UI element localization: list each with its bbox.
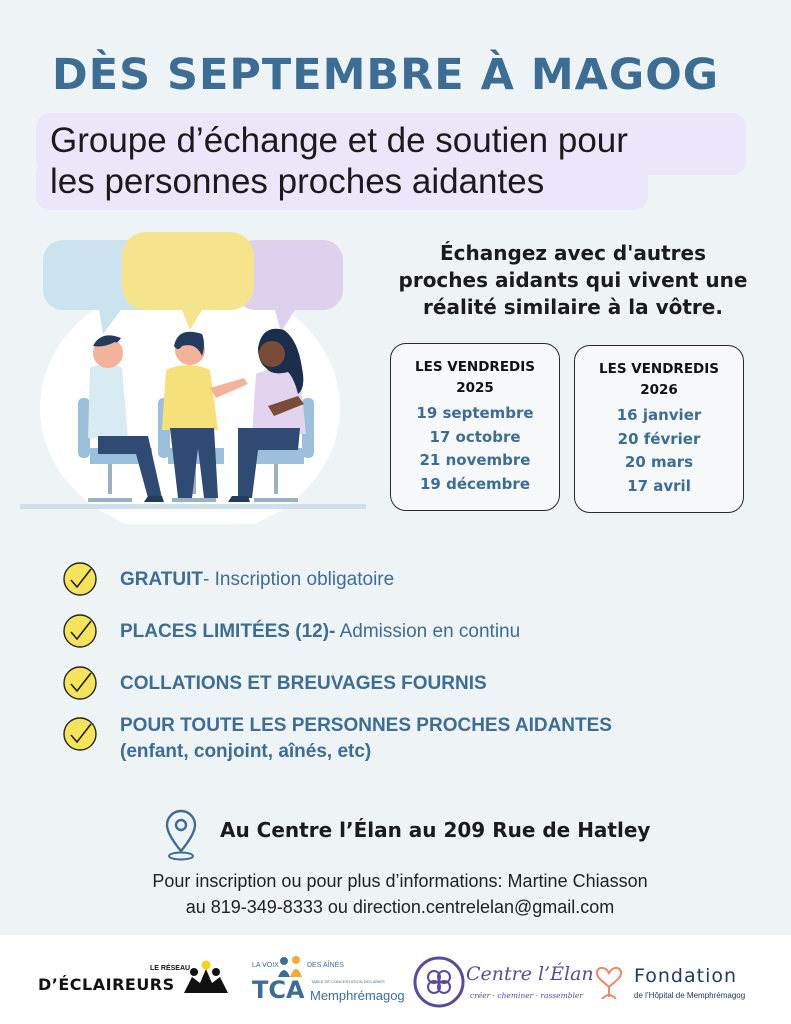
- logo-main-text: D’ÉCLAIREURS: [38, 975, 175, 994]
- feature-item: [62, 716, 762, 776]
- tca-people-icon: [276, 955, 306, 977]
- logo-main-text: TCA: [252, 976, 305, 1004]
- schedule-title-line: LES VENDREDIS: [415, 359, 535, 375]
- logo-main-text: Fondation: [634, 965, 738, 987]
- feature-item: [62, 665, 762, 705]
- elan-flower-icon: [412, 955, 466, 1009]
- schedule-title: [575, 359, 743, 401]
- logo-city-text: Memphrémagog: [310, 988, 405, 1003]
- subtitle: [50, 120, 750, 202]
- logo-small-text: DES AÎNÉS: [307, 962, 344, 969]
- subtitle-line-2: les personnes proches aidantes: [50, 162, 545, 201]
- contact-line-2: au 819-349-8333 ou direction.centrelelan@gmail.com: [185, 897, 615, 917]
- logo-small-text: de l’Hôpital de Memphrémagog: [634, 991, 746, 1000]
- feature-detail: - Inscription obligatoire: [203, 569, 395, 590]
- schedule-date: 19 décembre: [419, 474, 530, 493]
- schedule-date: 20 février: [617, 429, 701, 448]
- schedule-box-2025: [390, 343, 560, 511]
- schedule-box-2026: [574, 345, 744, 513]
- schedule-title: [391, 357, 559, 399]
- logo-small-text: LE RÉSEAU: [150, 965, 191, 972]
- logo-small-text: TABLE DE CONCERTATION DES AÎNÉS: [311, 979, 385, 984]
- schedule-date: 16 janvier: [616, 406, 702, 424]
- feature-text: [120, 569, 394, 591]
- schedule-date: 20 mars: [624, 453, 694, 471]
- subtitle-line-1: Groupe d’échange et de soutien pour: [50, 121, 628, 160]
- schedule-dates: [575, 404, 743, 498]
- feature-bold: POUR TOUTE LES PERSONNES PROCHES AIDANTES: [120, 715, 612, 736]
- location-pin-icon: [163, 808, 199, 862]
- feature-bold: GRATUIT: [120, 569, 204, 590]
- check-icon: [62, 561, 98, 597]
- logo-small-text: LA VOIX: [252, 962, 279, 969]
- intro-text: [378, 240, 768, 321]
- schedule-date: 17 octobre: [429, 427, 521, 446]
- feature-item: [62, 561, 762, 601]
- logo-tagline: créer · cheminer · rassembler: [470, 991, 583, 1000]
- eclaireurs-people-icon: [180, 959, 230, 995]
- intro-line-3: réalité similaire à la vôtre.: [423, 295, 723, 319]
- schedule-date: 19 septembre: [416, 404, 534, 422]
- schedule-title-line: LES VENDREDIS: [599, 361, 719, 377]
- contact-line-1: Pour inscription ou pour plus d’informations: Martine Chiasson: [152, 871, 648, 891]
- location-text: Au Centre l’Élan au 209 Rue de Hatley: [220, 818, 651, 842]
- fondation-heart-icon: [594, 959, 624, 999]
- feature-detail: Admission en continu: [335, 621, 521, 642]
- feature-text: [120, 621, 520, 643]
- schedule-year: 2026: [640, 382, 678, 398]
- intro-line-2: proches aidants qui vivent une: [398, 268, 748, 292]
- feature-bold: PLACES LIMITÉES (12)-: [120, 621, 336, 642]
- logo-main-text: Centre l’Élan: [466, 963, 594, 985]
- schedule-date: 21 novembre: [419, 451, 531, 469]
- footer-logos: [0, 935, 791, 1024]
- check-icon: [62, 665, 98, 701]
- contact-info: [60, 868, 740, 920]
- feature-item: [62, 613, 762, 653]
- schedule-dates: [391, 402, 559, 496]
- schedule-year: 2025: [456, 380, 494, 396]
- intro-line-1: Échangez avec d'autres: [440, 241, 706, 265]
- feature-text: [120, 673, 487, 695]
- feature-bold: COLLATIONS ET BREUVAGES FOURNIS: [120, 673, 487, 694]
- check-icon: [62, 613, 98, 649]
- feature-text: [120, 713, 612, 765]
- feature-detail: (enfant, conjoint, aînés, etc): [120, 741, 372, 762]
- schedule-date: 17 avril: [627, 476, 691, 495]
- people-illustration: [18, 228, 368, 524]
- headline: DÈS SEPTEMBRE À MAGOG: [52, 50, 720, 100]
- check-icon: [62, 716, 98, 752]
